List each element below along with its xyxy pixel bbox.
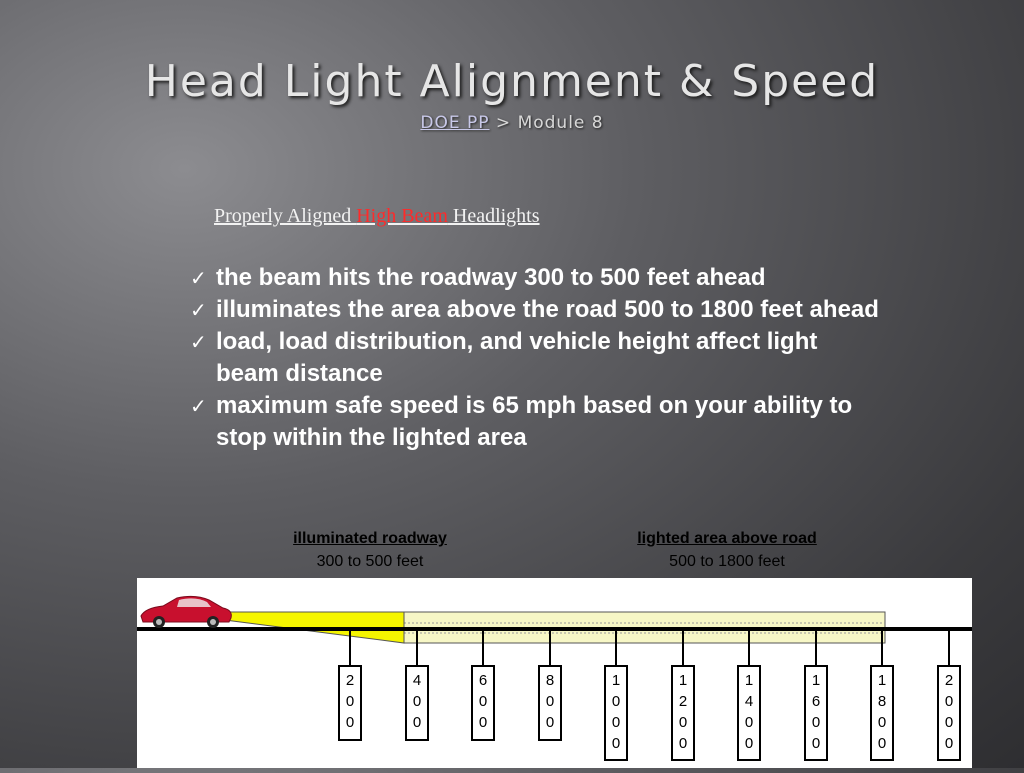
marker-label: 1 8 0 0 (877, 672, 887, 752)
headlight-diagram (137, 578, 972, 768)
doe-pp-link[interactable]: DOE PP (420, 113, 490, 133)
marker-label: 1 0 0 0 (611, 672, 621, 752)
heading-part-1: Properly Aligned (214, 205, 357, 227)
road-line (137, 627, 972, 631)
checkmark-icon: ✓ (190, 266, 207, 290)
slide-title: Head Light Alignment & Speed (144, 56, 880, 107)
bullet-item (190, 326, 880, 390)
bullet-text: the beam hits the roadway 300 to 500 feet ahead (216, 264, 766, 291)
marker-label: 6 0 0 (478, 672, 488, 731)
marker-label: 2 0 0 (345, 672, 355, 731)
marker-label: 4 0 0 (412, 672, 422, 731)
marker-label: 1 2 0 0 (678, 672, 688, 752)
illuminated-roadway-caption (250, 527, 490, 573)
lighted-area-caption (597, 527, 857, 573)
bullet-text: load, load distribution, and vehicle height affect light beam distance (216, 328, 818, 387)
caption-title: lighted area above road (637, 530, 817, 547)
module-label: > Module 8 (489, 113, 604, 133)
marker-label: 8 0 0 (545, 672, 555, 731)
marker-label: 1 4 0 0 (744, 672, 754, 752)
bullet-list (190, 262, 880, 454)
distance-markers (339, 631, 960, 760)
bullet-text: illuminates the area above the road 500 to 1800 feet ahead (216, 296, 879, 323)
heading-high-beam: High Beam (356, 205, 448, 227)
car-icon (141, 596, 231, 628)
bullet-item (190, 390, 880, 454)
bullet-item (190, 262, 880, 294)
checkmark-icon: ✓ (190, 394, 207, 418)
checkmark-icon: ✓ (190, 330, 207, 354)
caption-range: 300 to 500 feet (316, 553, 424, 570)
heading-part-3: Headlights (447, 205, 540, 227)
diagram-svg (137, 578, 972, 768)
marker-label: 1 6 0 0 (811, 672, 821, 752)
section-heading (214, 205, 540, 228)
slide-subtitle (0, 112, 1024, 134)
bullet-item (190, 294, 880, 326)
checkmark-icon: ✓ (190, 298, 207, 322)
caption-range: 500 to 1800 feet (669, 553, 785, 570)
title-block (0, 52, 1024, 134)
marker-label: 2 0 0 0 (944, 672, 954, 752)
bullet-text: maximum safe speed is 65 mph based on your ability to stop within the lighted area (216, 392, 853, 451)
caption-title: illuminated roadway (293, 530, 447, 547)
